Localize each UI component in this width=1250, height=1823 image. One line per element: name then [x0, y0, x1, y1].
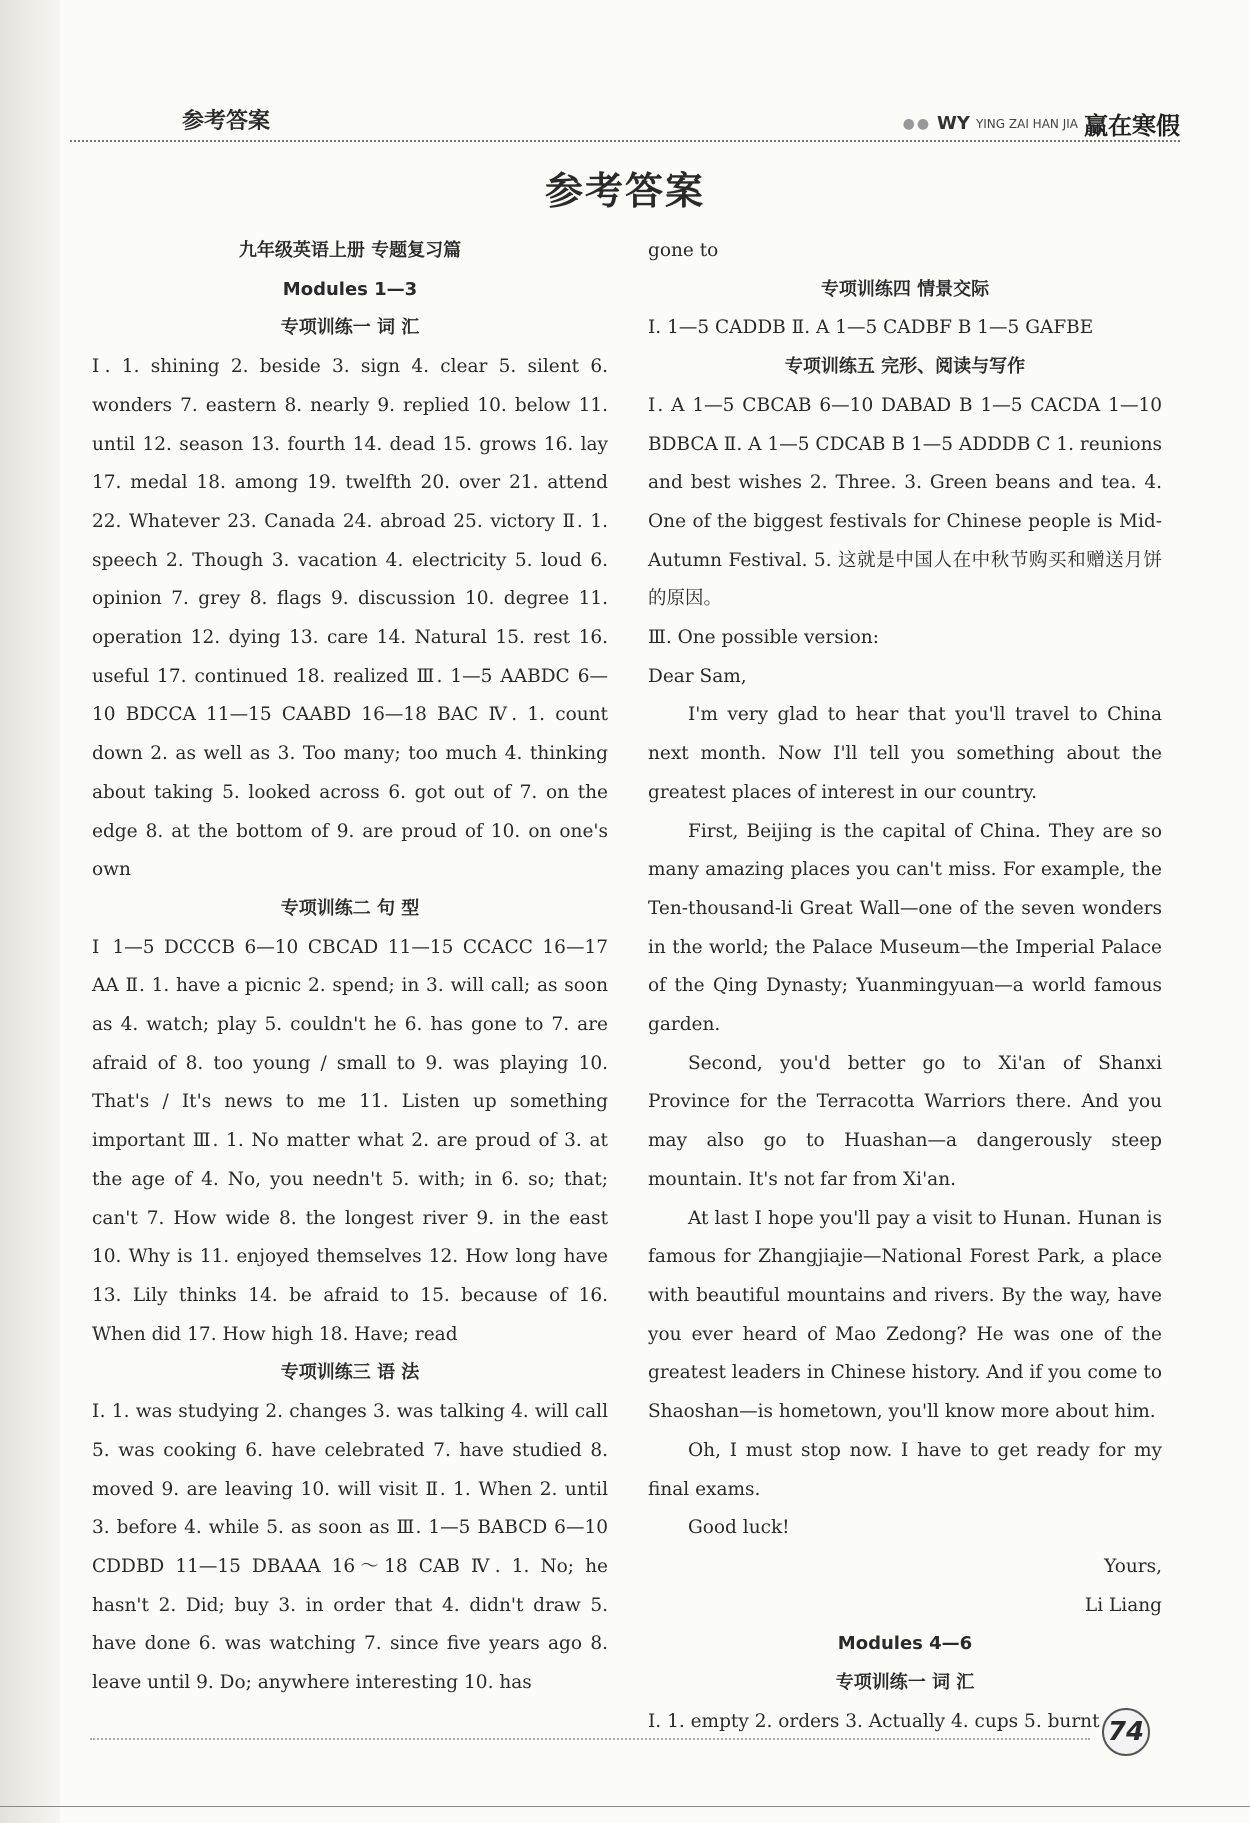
- right-column: [648, 232, 1162, 1741]
- right-paragraph: I'm very glad to hear that you'll travel to China next month. Now I'll tell you something about the greatest places of interest in our country.: [648, 704, 1162, 803]
- header-pinyin: YING ZAI HAN JIA: [975, 116, 1078, 131]
- right-paragraph: Good luck!: [688, 1517, 790, 1539]
- running-header: [70, 100, 1180, 142]
- right-paragraph: Ⅰ. A 1—5 CBCAB 6—10 DABAD B 1—5 CACDA 1—10 BDBCA Ⅱ. A 1—5 CDCAB B 1—5 ADDDB C 1. reunions and best wishes 2. Three. 3. Green beans and tea. 4. One of the biggest festivals for Chinese people is Mid-Autumn Festival. 5. 这就是中国人在中秋节购买和赠送月饼的原因。: [648, 394, 1162, 610]
- left-paragraph: 专项训练二 句 型: [280, 897, 420, 919]
- right-paragraph: Ⅰ. 1. empty 2. orders 3. Actually 4. cups 5. burnt: [648, 1710, 1100, 1732]
- right-paragraph: Modules 4—6: [837, 1633, 973, 1655]
- header-wy-logo: WY: [937, 113, 970, 134]
- right-paragraph: 专项训练四 情景交际: [820, 278, 990, 300]
- page-title: 参考答案: [544, 169, 705, 213]
- right-paragraph: Oh, I must stop now. I have to get ready for my final exams.: [648, 1439, 1162, 1500]
- footer-divider: [90, 1738, 1090, 1740]
- header-brand-title: 赢在寒假: [1084, 112, 1180, 140]
- right-paragraph: Ⅰ. 1—5 CADDB Ⅱ. A 1—5 CADBF B 1—5 GAFBE: [648, 317, 1094, 339]
- page-fold-shadow: [0, 0, 60, 1823]
- right-paragraph: 专项训练一 词 汇: [835, 1672, 975, 1694]
- left-paragraph: Ⅰ. 1. shining 2. beside 3. sign 4. clear 5. silent 6. wonders 7. eastern 8. nearly 9. replied 10. below 11. until 12. season 13. fourth 14. dead 15. grows 16. lay 17. medal 18. among 19. twelfth 20. over 21. attend 22. Whatever 23. Canada 24. abroad 25. victory Ⅱ. 1. speech 2. Though 3. vacation 4. electricity 5. loud 6. opinion 7. grey 8. flags 9. discussion 10. degree 11. operation 12. dying 13. care 14. Natural 15. rest 16. useful 17. continued 18. realized Ⅲ. 1—5 AABDC 6—10 BDCCA 11—15 CAABD 16—18 BAC Ⅳ. 1. count down 2. as well as 3. Too many; too much 4. thinking about taking 5. looked across 6. got out of 7. on the edge 8. at the bottom of 9. are proud of 10. on one's own: [92, 356, 608, 881]
- left-paragraph: 专项训练一 词 汇: [280, 317, 420, 339]
- right-paragraph: Li Liang: [1084, 1594, 1162, 1616]
- left-paragraph: Ⅰ. 1. was studying 2. changes 3. was talking 4. will call 5. was cooking 6. have celebrated 7. have studied 8. moved 9. are leaving 10. will visit Ⅱ. 1. When 2. until 3. before 4. while 5. as soon as Ⅲ. 1—5 BABCD 6—10 CDDBD 11—15 DBAAA 16～18 CAB Ⅳ. 1. No; he hasn't 2. Did; buy 3. in order that 4. didn't draw 5. have done 6. was watching 7. since five years ago 8. leave until 9. Do; anywhere interesting 10. has: [92, 1401, 608, 1694]
- header-dots: ●●: [902, 115, 932, 132]
- left-column: [92, 232, 608, 1703]
- right-paragraph: Dear Sam,: [648, 665, 747, 687]
- header-brand: [903, 106, 1180, 141]
- left-paragraph: Modules 1—3: [282, 278, 418, 300]
- right-paragraph: First, Beijing is the capital of China. They are so many amazing places you can't miss. For example, the Ten-thousand-li Great Wall—one of the seven wonders in the world; the Palace Museum—the Imperial Palace of the Qing Dynasty; Yuanmingyuan—a world famous garden.: [648, 820, 1162, 1036]
- right-paragraph: Ⅲ. One possible version:: [648, 627, 879, 649]
- header-section-label: 参考答案: [182, 109, 271, 134]
- right-paragraph: Second, you'd better go to Xi'an of Shanxi Province for the Terracotta Warriors there. And you may also go to Huashan—a dangerously steep mountain. It's not far from Xi'an.: [648, 1052, 1162, 1190]
- left-paragraph: 九年级英语上册 专题复习篇: [238, 240, 462, 261]
- right-paragraph: gone to: [648, 240, 719, 261]
- left-paragraph: Ⅰ 1—5 DCCCB 6—10 CBCAD 11—15 CCACC 16—17 AA Ⅱ. 1. have a picnic 2. spend; in 3. will call; as soon as 4. watch; play 5. couldn't he 6. has gone to 7. are afraid of 8. too young / small to 9. was playing 10. That's / It's news to me 11. Listen up something important Ⅲ. 1. No matter what 2. are proud of 3. at the age of 4. No, you needn't 5. with; in 6. so; that; can't 7. How wide 8. the longest river 9. in the east 10. Why is 11. enjoyed themselves 12. How long have 13. Lily thinks 14. be afraid to 15. because of 16. When did 17. How high 18. Have; read: [92, 936, 608, 1345]
- page-number: 74: [1102, 1708, 1150, 1756]
- right-paragraph: 专项训练五 完形、阅读与写作: [784, 356, 1026, 378]
- right-paragraph: At last I hope you'll pay a visit to Hunan. Hunan is famous for Zhangjiajie—National Forest Park, a place with beautiful mountains and rivers. By the way, have you ever heard of Mao Zedong? He was one of the greatest leaders in Chinese history. And if you come to Shaoshan—is hometown, you'll know more about him.: [648, 1207, 1162, 1423]
- right-paragraph: Yours,: [1104, 1555, 1162, 1577]
- left-paragraph: 专项训练三 语 法: [280, 1362, 420, 1384]
- bottom-edge-line: [0, 1806, 1250, 1807]
